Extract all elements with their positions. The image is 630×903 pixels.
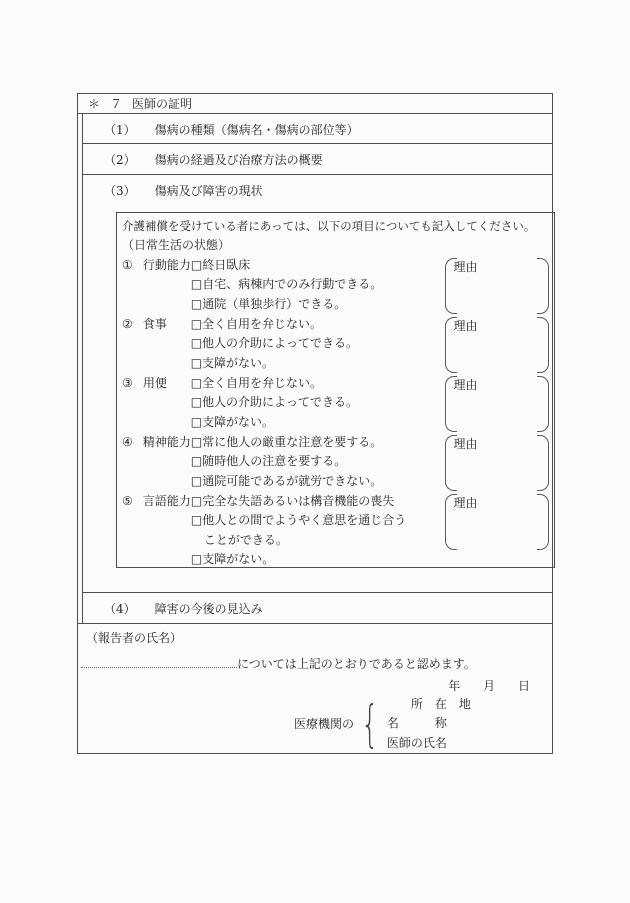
row-4-prognosis [83, 592, 552, 623]
org-item-address: 所 在 地 [386, 696, 471, 711]
group-mobility-label: 行動能力 [142, 257, 191, 272]
care-compensation-box [116, 212, 555, 568]
reporter-section [78, 623, 552, 754]
reason-label: 理由 [453, 318, 478, 333]
row-3-label: 傷病及び障害の現状 [154, 183, 263, 198]
group-toileting [122, 374, 549, 433]
row-2-number: （2） [104, 152, 136, 167]
group-mental-label: 精神能力 [142, 434, 191, 449]
group-language-ability [122, 492, 549, 570]
group-toileting-label: 用便 [142, 375, 167, 390]
checkbox-option[interactable]: □支障がない。 [190, 414, 275, 429]
org-item-doctor-name: 医師の氏名 [386, 735, 447, 750]
group-eating [122, 315, 549, 374]
checkbox-option[interactable]: □自宅、病棟内でのみ行動できる。 [190, 277, 383, 292]
checkbox-option[interactable]: □完全な失語あるいは構音機能の喪失 [190, 493, 395, 508]
year-label: 年 [448, 678, 461, 693]
checkbox-option[interactable]: □全く自用を弁じない。 [190, 316, 323, 331]
circled-number-4: ④ [122, 434, 133, 449]
section-7-header [78, 94, 552, 114]
reporter-name-label: （報告者の氏名） [86, 630, 183, 645]
medical-org-label: 医療機関の [294, 717, 355, 732]
row-2-label: 傷病の経過及び治療方法の概要 [154, 152, 323, 167]
reason-label: 理由 [453, 436, 478, 451]
group-mobility [122, 256, 549, 315]
group-eating-label: 食事 [142, 316, 167, 331]
circled-number-3: ③ [122, 375, 133, 390]
row-1-number: （1） [104, 122, 136, 137]
brace-icon: { [361, 694, 379, 753]
reason-label: 理由 [453, 259, 478, 274]
checkbox-option[interactable]: □随時他人の注意を要する。 [190, 454, 347, 469]
medical-org-block [294, 695, 552, 754]
reason-area-language[interactable] [445, 494, 549, 551]
row-4-label: 障害の今後の見込み [154, 601, 263, 616]
section-title: 医師の証明 [132, 96, 193, 111]
month-label: 月 [483, 678, 496, 693]
reason-label: 理由 [453, 495, 478, 510]
row-3-current-condition [83, 174, 552, 592]
section-number: ７ [110, 96, 123, 111]
checkbox-option[interactable]: □支障がない。 [190, 355, 275, 370]
checkbox-option[interactable]: □通院可能であるが就労できない。 [190, 473, 383, 488]
checkbox-option[interactable]: □他人の介助によってできる。 [190, 395, 359, 410]
circled-number-5: ⑤ [122, 493, 133, 508]
checkbox-option[interactable]: □終日臥床 [190, 257, 251, 272]
asterisk-mark: ＊ [88, 96, 101, 111]
date-line [78, 677, 552, 694]
certify-statement: については上記のとおりであると認めます。 [237, 656, 476, 671]
reason-label: 理由 [453, 377, 478, 392]
day-label: 日 [517, 678, 530, 693]
row-2-treatment-summary [83, 143, 552, 174]
row-4-number: （4） [104, 601, 136, 616]
row-3-number: （3） [104, 183, 136, 198]
circled-number-1: ① [122, 257, 133, 272]
row-1-label: 傷病の種類（傷病名・傷病の部位等） [154, 122, 359, 137]
reason-area-mental[interactable] [445, 435, 549, 492]
reason-area-mobility[interactable] [445, 258, 549, 315]
option-continuation: ことができる。 [203, 532, 288, 547]
reason-area-eating[interactable] [445, 317, 550, 374]
daily-life-heading: （日常生活の状態） [122, 238, 231, 253]
checkbox-option[interactable]: □支障がない。 [190, 552, 275, 567]
org-item-name: 名 称 [386, 716, 447, 730]
checkbox-option[interactable]: □常に他人の厳重な注意を要する。 [190, 434, 383, 449]
group-mental-capacity [122, 433, 549, 492]
subsection-wrapper [82, 114, 552, 623]
checkbox-option[interactable]: □全く自用を弁じない。 [190, 375, 323, 390]
medical-certificate-form [77, 93, 553, 754]
checkbox-option[interactable]: □他人の介助によってできる。 [190, 336, 359, 351]
reporter-name-fill-line[interactable] [81, 655, 237, 668]
group-language-label: 言語能力 [142, 493, 191, 508]
care-note: 介護補償を受けている者にあっては、以下の項目についても記入してください。 [122, 218, 536, 233]
checkbox-option[interactable]: □通院（単独歩行）できる。 [190, 296, 347, 311]
circled-number-2: ② [122, 316, 133, 331]
checkbox-option[interactable]: □他人との間でようやく意思を通じ合う [190, 513, 407, 528]
reason-area-toileting[interactable] [445, 376, 550, 433]
row-1-injury-type [83, 114, 552, 143]
